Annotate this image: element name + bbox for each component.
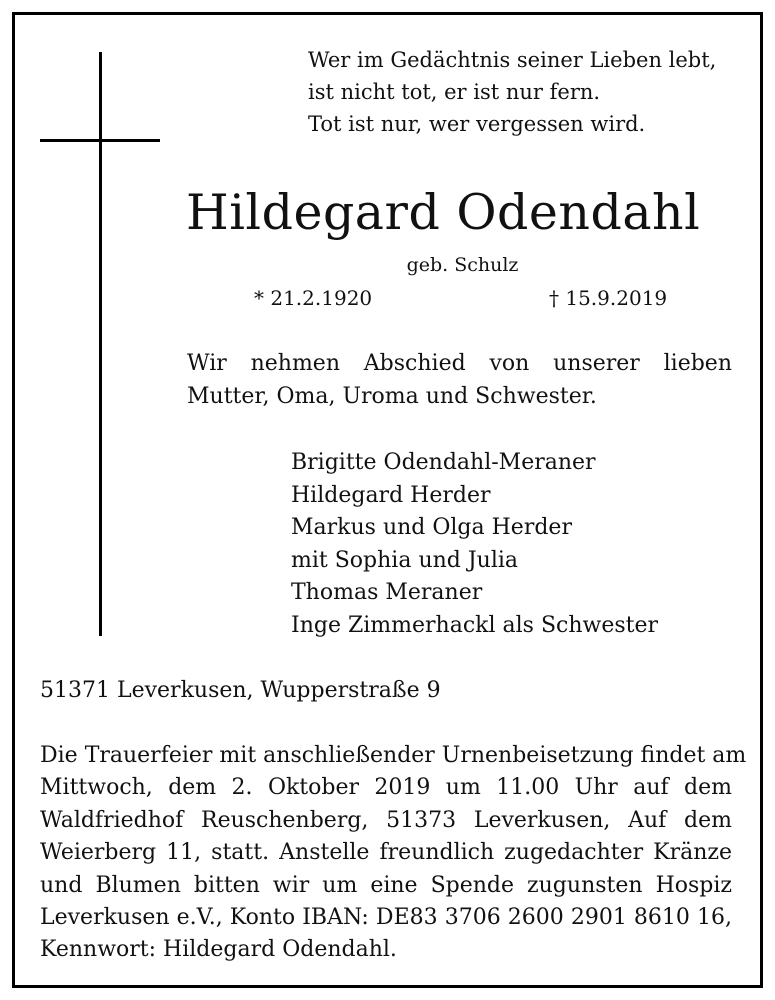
birth-date: * 21.2.1920 [254,286,373,310]
quote-line: ist nicht tot, er ist nur fern. [308,80,601,104]
funeral-notice [40,740,747,967]
mourner-name: Thomas Meraner [291,580,483,605]
maiden-name: geb. Schulz [406,254,519,276]
mourner-name: Hildegard Herder [291,482,491,508]
deceased-name: Hildegard Odendahl [186,184,701,241]
notice-line: und Blumen bitten wir um eine Spende zugunsten Hospiz [40,872,732,898]
memorial-quote [308,44,716,140]
notice-line: Die Trauerfeier mit anschließender Urnenbeisetzung findet am [40,743,747,768]
farewell-line: Wir nehmen Abschied von unserer lieben [187,351,732,376]
quote-line: Wer im Gedächtnis seiner Lieben lebt, [308,48,717,72]
family-address: 51371 Leverkusen, Wupperstraße 9 [40,678,441,703]
notice-line: Mittwoch, dem 2. Oktober 2019 um 11.00 Uhr auf dem [40,775,732,801]
cross-icon-horizontal-bar [40,139,160,142]
notice-line: Kennwort: Hildegard Odendahl. [40,937,397,963]
farewell-text [187,347,732,413]
quote-line: Tot ist nur, wer vergessen wird. [308,112,646,136]
death-date: † 15.9.2019 [549,286,668,310]
mourners-list [291,447,658,642]
farewell-line: Mutter, Oma, Uroma und Schwester. [187,384,597,409]
notice-line: Leverkusen e.V., Konto IBAN: DE83 3706 2600 2901 8610 16, [40,904,732,930]
mourner-name: Markus und Olga Herder [291,515,572,540]
mourner-name: Inge Zimmerhackl als Schwester [291,612,659,638]
mourner-name: mit Sophia und Julia [291,547,519,573]
notice-line: Weierberg 11, statt. Anstelle freundlich zugedachter Kränze [40,840,732,866]
mourner-name: Brigitte Odendahl-Meraner [291,450,596,475]
notice-line: Waldfriedhof Reuschenberg, 51373 Leverkusen, Auf dem [40,807,732,833]
